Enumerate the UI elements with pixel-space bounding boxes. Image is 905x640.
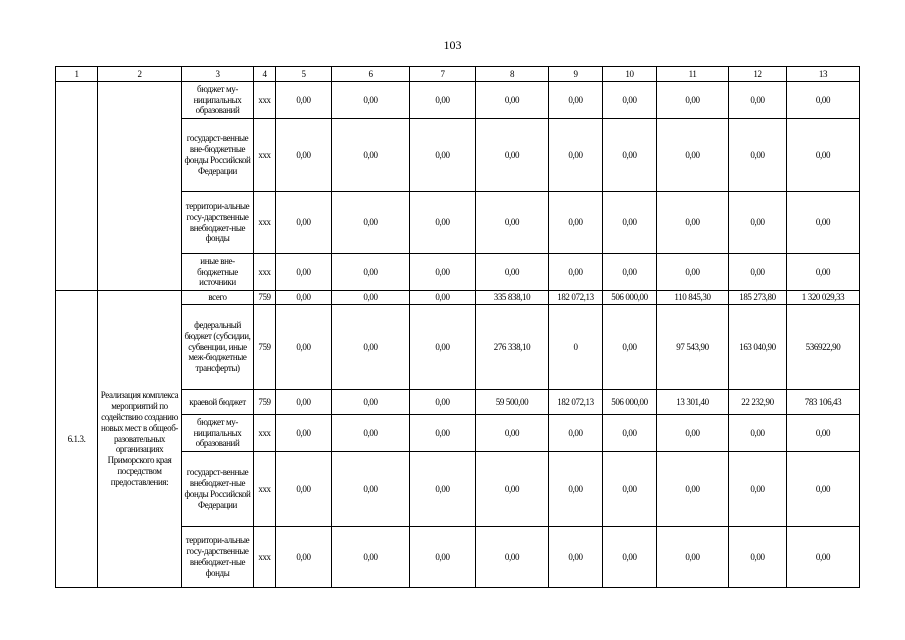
value-cell: 0,00 [787, 452, 860, 527]
value-cell: 0,00 [787, 192, 860, 254]
funding-source: краевой бюджет [182, 390, 254, 415]
table-row [56, 82, 860, 119]
value-cell: 0,00 [276, 527, 332, 588]
value-cell: 0,00 [276, 119, 332, 192]
value-cell: 0,00 [276, 291, 332, 305]
value-cell: 0,00 [410, 415, 476, 452]
value-cell: 0,00 [332, 119, 410, 192]
value-cell: 0,00 [657, 192, 729, 254]
value-cell: 0,00 [787, 254, 860, 291]
code-cell: xxx [254, 527, 276, 588]
value-cell: 22 232,90 [729, 390, 787, 415]
header-cell: 11 [657, 67, 729, 82]
value-cell: 0,00 [657, 415, 729, 452]
value-cell: 0,00 [276, 390, 332, 415]
code-cell: xxx [254, 119, 276, 192]
value-cell: 0,00 [476, 254, 549, 291]
value-cell: 110 845,30 [657, 291, 729, 305]
value-cell: 0,00 [276, 305, 332, 390]
header-cell: 4 [254, 67, 276, 82]
value-cell: 1 320 029,33 [787, 291, 860, 305]
value-cell: 59 500,00 [476, 390, 549, 415]
value-cell: 0,00 [276, 82, 332, 119]
value-cell: 0,00 [332, 415, 410, 452]
value-cell: 0,00 [549, 415, 603, 452]
code-cell: xxx [254, 254, 276, 291]
value-cell: 0,00 [476, 415, 549, 452]
header-cell: 6 [332, 67, 410, 82]
row-number-cell [56, 82, 98, 291]
value-cell: 0,00 [332, 527, 410, 588]
code-cell: xxx [254, 452, 276, 527]
value-cell: 0,00 [476, 82, 549, 119]
code-cell: 759 [254, 305, 276, 390]
value-cell: 0,00 [603, 452, 657, 527]
value-cell: 97 543,90 [657, 305, 729, 390]
value-cell: 0,00 [410, 192, 476, 254]
funding-source: бюджет му-ниципальных образований [182, 415, 254, 452]
value-cell: 0,00 [603, 82, 657, 119]
value-cell: 0,00 [476, 527, 549, 588]
value-cell: 0,00 [603, 527, 657, 588]
code-cell: xxx [254, 415, 276, 452]
value-cell: 185 273,80 [729, 291, 787, 305]
value-cell: 0,00 [657, 82, 729, 119]
value-cell: 0,00 [276, 415, 332, 452]
header-cell: 13 [787, 67, 860, 82]
value-cell: 506 000,00 [603, 291, 657, 305]
value-cell: 0,00 [729, 452, 787, 527]
value-cell: 182 072,13 [549, 291, 603, 305]
value-cell: 536922,90 [787, 305, 860, 390]
code-cell: xxx [254, 82, 276, 119]
code-cell: xxx [254, 192, 276, 254]
value-cell: 0,00 [410, 527, 476, 588]
value-cell: 0,00 [332, 390, 410, 415]
value-cell: 0,00 [729, 192, 787, 254]
header-cell: 10 [603, 67, 657, 82]
value-cell: 0,00 [410, 305, 476, 390]
budget-table [55, 66, 860, 588]
value-cell: 276 338,10 [476, 305, 549, 390]
header-cell: 9 [549, 67, 603, 82]
header-cell: 5 [276, 67, 332, 82]
header-cell: 3 [182, 67, 254, 82]
value-cell: 0,00 [276, 452, 332, 527]
value-cell: 0,00 [603, 254, 657, 291]
funding-source: всего [182, 291, 254, 305]
value-cell: 335 838,10 [476, 291, 549, 305]
funding-source: федеральный бюджет (субсидии, субвенции, иные меж-бюджетные трансферты) [182, 305, 254, 390]
value-cell: 0,00 [787, 82, 860, 119]
value-cell: 0,00 [410, 119, 476, 192]
value-cell: 0 [549, 305, 603, 390]
value-cell: 0,00 [729, 527, 787, 588]
value-cell: 182 072,13 [549, 390, 603, 415]
header-row [56, 67, 860, 82]
funding-source: территори-альные госу-дарственные внебюджет-ные фонды [182, 192, 254, 254]
funding-source: государст-венные вне-бюджетные фонды Российской Федерации [182, 119, 254, 192]
funding-source: государст-венные внебюджет-ные фонды Российской Федерации [182, 452, 254, 527]
value-cell: 0,00 [276, 254, 332, 291]
code-cell: 759 [254, 291, 276, 305]
value-cell: 0,00 [332, 254, 410, 291]
value-cell: 506 000,00 [603, 390, 657, 415]
value-cell: 0,00 [603, 415, 657, 452]
value-cell: 0,00 [657, 119, 729, 192]
value-cell: 0,00 [410, 291, 476, 305]
page-number: 103 [443, 38, 462, 52]
value-cell: 783 106,43 [787, 390, 860, 415]
header-cell: 2 [98, 67, 182, 82]
value-cell: 0,00 [332, 192, 410, 254]
value-cell: 0,00 [657, 452, 729, 527]
value-cell: 0,00 [410, 254, 476, 291]
table-row [56, 291, 860, 305]
value-cell: 0,00 [549, 527, 603, 588]
value-cell: 13 301,40 [657, 390, 729, 415]
funding-source: бюджет му-ниципальных образований [182, 82, 254, 119]
value-cell: 0,00 [603, 192, 657, 254]
value-cell: 0,00 [787, 527, 860, 588]
value-cell: 0,00 [787, 415, 860, 452]
value-cell: 0,00 [410, 82, 476, 119]
value-cell: 0,00 [729, 82, 787, 119]
description-cell [98, 82, 182, 291]
description-cell: Реализация комплекса мероприятий по содействию созданию новых мест в общеоб-разовательных организациях Приморского края посредством предоставления: [98, 291, 182, 588]
header-cell: 1 [56, 67, 98, 82]
value-cell: 163 040,90 [729, 305, 787, 390]
value-cell: 0,00 [729, 254, 787, 291]
value-cell: 0,00 [603, 119, 657, 192]
value-cell: 0,00 [657, 527, 729, 588]
value-cell: 0,00 [549, 192, 603, 254]
header-cell: 7 [410, 67, 476, 82]
value-cell: 0,00 [476, 192, 549, 254]
value-cell: 0,00 [729, 119, 787, 192]
row-number-cell: 6.1.3. [56, 291, 98, 588]
funding-source: иные вне-бюджетные источники [182, 254, 254, 291]
value-cell: 0,00 [657, 254, 729, 291]
value-cell: 0,00 [787, 119, 860, 192]
value-cell: 0,00 [410, 452, 476, 527]
header-cell: 12 [729, 67, 787, 82]
funding-source: территори-альные госу-дарственные внебюджет-ные фонды [182, 527, 254, 588]
value-cell: 0,00 [549, 82, 603, 119]
value-cell: 0,00 [549, 254, 603, 291]
code-cell: 759 [254, 390, 276, 415]
value-cell: 0,00 [549, 452, 603, 527]
value-cell: 0,00 [410, 390, 476, 415]
value-cell: 0,00 [332, 82, 410, 119]
value-cell: 0,00 [332, 452, 410, 527]
value-cell: 0,00 [603, 305, 657, 390]
value-cell: 0,00 [332, 305, 410, 390]
value-cell: 0,00 [729, 415, 787, 452]
header-cell: 8 [476, 67, 549, 82]
value-cell: 0,00 [276, 192, 332, 254]
value-cell: 0,00 [549, 119, 603, 192]
value-cell: 0,00 [476, 119, 549, 192]
value-cell: 0,00 [332, 291, 410, 305]
value-cell: 0,00 [476, 452, 549, 527]
